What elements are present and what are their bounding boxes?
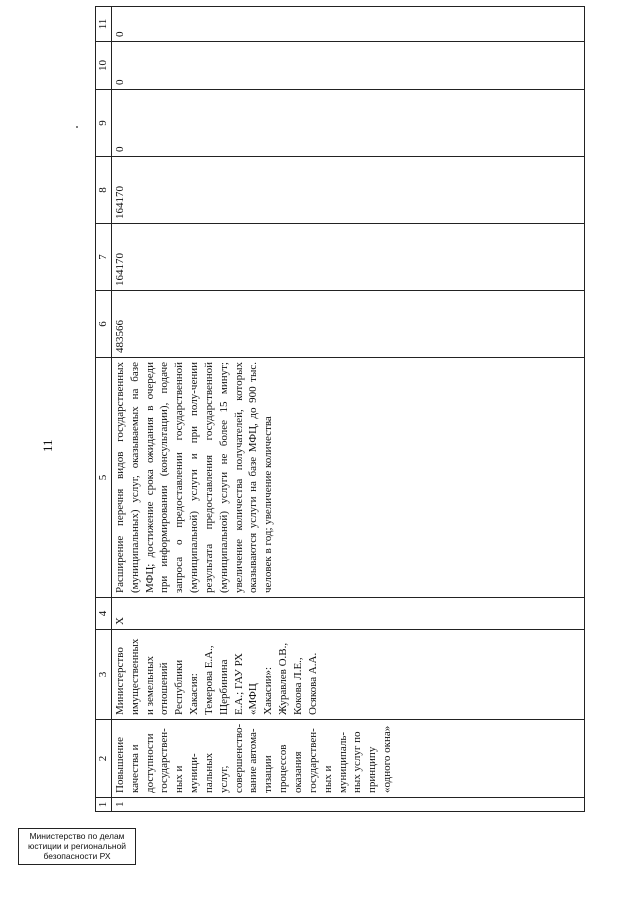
value-col11: 0: [111, 7, 584, 42]
column-number: 8: [96, 157, 112, 224]
value-col7: 164170: [111, 224, 584, 291]
header-row: [96, 7, 112, 812]
cell-mark: X: [111, 598, 584, 630]
column-number: 5: [96, 358, 112, 598]
column-number: 7: [96, 224, 112, 291]
rotated-table: [95, 18, 585, 812]
column-number: 1: [96, 798, 112, 812]
column-number: 9: [96, 90, 112, 157]
page-number: 11: [40, 439, 55, 452]
ministry-stamp: [18, 828, 136, 865]
expected-result: Расширение перечня видов государственных (муниципальных) услуг, оказываемых на базе МФЦ; достижение срока ожидания в очереди при информировании (консультации), подаче запроса о предоставлении государственной (муниципальной) услуги и при полу-чении результата предоставления государственной (муниципальной) услуги не более 15 минут; увеличение количества получателей, которых оказываются услуги на базе МФЦ, до 900 тыс. человек в год; увеличение количества: [111, 358, 584, 598]
column-number: 6: [96, 291, 112, 358]
program-table: [95, 6, 585, 812]
scan-speck: [76, 126, 78, 128]
stamp-line: Министерство по делам: [29, 831, 125, 841]
value-col9: 0: [111, 90, 584, 157]
value-col8: 164170: [111, 157, 584, 224]
column-number: 11: [96, 7, 112, 42]
column-number: 3: [96, 630, 112, 720]
column-number: 10: [96, 42, 112, 90]
row-index: 1: [111, 798, 584, 812]
responsible-executors: Министерство имущественных и земельных отношений Республики Хакасия: Темерова Е.А., Щербинина Е.А.; ГАУ РХ «МФЦ Хакасии»: Журавлев О.В., Кокова Л.Е., Осякова А.А.: [111, 630, 584, 720]
value-col6: 483566: [111, 291, 584, 358]
column-number: 4: [96, 598, 112, 630]
event-name: Повышение качества и доступности государствен-ных и муници-пальных услуг, совершенство-вание автома-тизации процессов оказания государствен-ных и муниципаль-ных услуг по принципу «одного окна»: [111, 720, 584, 798]
value-col10: 0: [111, 42, 584, 90]
table-row: [111, 7, 584, 812]
column-number: 2: [96, 720, 112, 798]
stamp-line: юстиции и региональной: [27, 841, 127, 852]
stamp-line: безопасности РХ: [43, 851, 111, 862]
